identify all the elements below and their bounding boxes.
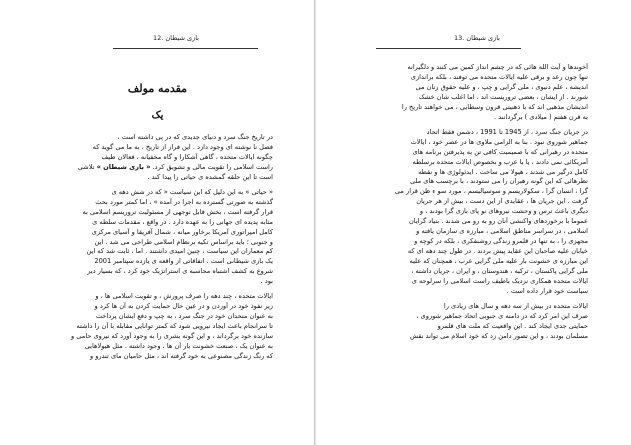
text-line: جماهیر شوروی نبود . بنا به الزامی ملاوی ها در عصر خود ، ایالات bbox=[410, 137, 588, 146]
text-line: در تاریخ جنگ سرد و دنیای جدیدی که در پی داشته است ، bbox=[117, 133, 273, 141]
text-segment: راست اسلامی را تقویت مالی و تشویق کرد. bbox=[150, 162, 273, 171]
text-line: بود . bbox=[260, 277, 273, 286]
text-line: نظرهائی که این گونه رهبران را می ستودند ، با برچسب های ملی bbox=[409, 177, 588, 186]
book-title-bold: « بازی شیطان » bbox=[96, 162, 151, 171]
text-line: تنها چون رعد و برقی علیه ایالات متحده می توفند ، بلکه براندازی bbox=[410, 72, 588, 81]
text-line: به عنوان یک ، صنعت خشونت بار آن ها ، وجود داشته . مثل هیولاهایی bbox=[84, 342, 273, 351]
text-line: سازنده خود برگرداند ، و این گونه بشری را به وجود آورد که نیروی حامی و bbox=[71, 332, 273, 341]
text-line: یک بازی شیطانی است . اتفاقاتی از واقعه ی یازده سپتامبر 2001 bbox=[94, 257, 273, 266]
text-line: زیر نفوذ خود در آوردن و در عین حال حمایت کردن به آن ها کرد و bbox=[94, 302, 273, 311]
text-line: « حیاتی » به این دلیل که این سیاست « که در شش دهه ی bbox=[111, 187, 273, 196]
left-body-text bbox=[60, 133, 273, 362]
text-line: ملی گرایی پاکستان ، ترکیه ، هندوستان ، و ایران ، جریان داشته ، bbox=[411, 267, 588, 276]
left-page bbox=[0, 0, 315, 445]
text-line: کامل امپراتوری آمریکا برخاور میانه ، شمال آفریقا و آسیای مرکزی bbox=[91, 227, 273, 236]
text-line: این مبارزه ی خشونت بار علیه ملی گرایی عرب ، همچنان که علیه bbox=[409, 257, 588, 266]
text-line: آخوندها و آیت الله هائی که در چشم انداز کمین می کنند و دلگیرانه bbox=[407, 63, 588, 71]
header-rule-right bbox=[376, 48, 521, 49]
text-line: شورند . از ایشان ، بعضی تروریست اند ، اما اغلب شان خشک bbox=[418, 92, 588, 101]
text-line: اسلامی ، در سراسر مناطق اسلامی ، مبارزه ی سازمان یافته و bbox=[416, 227, 588, 236]
text-line: گذشته به صورتی گسترده به اجرا در آمده » ، اما کمتر مورد بحث bbox=[95, 197, 273, 206]
text-line: است تا این حلقه گمشده ی حیاتی را پیدا کند . bbox=[147, 172, 273, 181]
text-line: ایالات متحده ، چند دهه را صرف پرورش ، و تقویت اسلامی ها ، و bbox=[95, 292, 273, 301]
text-line: به عنوان متحدان خود در جنگ سرد ، به چپ و دفع ایشان پرداخت bbox=[95, 312, 273, 321]
text-line: ایالات متحده همکاری نزدیک باطیف راست اسلامی را سرلوحه ی bbox=[411, 277, 588, 286]
running-head-left: 12. بازی شیطان bbox=[153, 34, 199, 42]
text-line: سیاست خود قرار داده است . bbox=[506, 286, 588, 295]
text-line: گرا ، انسان گرا ، سکولاریسم و سوسیالیسم ، مورد سو ء ظن قرار می bbox=[394, 187, 588, 196]
text-line: فصل نا نوشته ای وجود دارد . این فراز از تاریخ ، به ما می گوید که bbox=[92, 142, 273, 151]
text-line: کامل درگیر می شدند ، هیولا می ساخت . ایدئولوژی ها و نقطه bbox=[418, 167, 588, 176]
chapter-subheading: یک bbox=[151, 110, 164, 121]
chapter-heading: مقدمه مولف bbox=[127, 82, 188, 95]
text-line: حمایتی جدی ایجاد کند . این واقعیت که ملت های قلمرو bbox=[437, 321, 588, 330]
text-line: آمریکائی نمی دادند ، یا با عرب و بخصوص ایالات متحده برسلطه bbox=[412, 157, 588, 166]
text-line: متحده در رهبرانی که با صمیمیت کافی تن به پذیرفتن برنامه های bbox=[412, 147, 588, 156]
text-line: در جریان جنگ سرد ، از 1945 تا 1991 ، دشمن فقط اتحاد bbox=[426, 127, 588, 136]
text-line bbox=[60, 163, 273, 173]
text-line: تا سرانجام باعث ایجاد نیرویی شود که کمتر توانایی مقابله با آن را داشته bbox=[76, 322, 273, 331]
text-line: چگونه ایالات متحده ، گاهی آشکارا و گاه مخفیانه ، فعالان طیف bbox=[101, 152, 273, 161]
right-body-text bbox=[370, 63, 588, 342]
text-line: قرار گرفته است ، بخش قابل توجهی از مسئولیت تروریسم اسلامی به bbox=[82, 207, 273, 216]
text-line: گرفت . این جریان ها ، عقایدی از این دست ، بیش از هر جریان bbox=[416, 197, 588, 206]
text-line: مسلمان بودند ، و این تصور دامن زد که خود اسلام می تواند نقش bbox=[409, 331, 588, 340]
text-line: عموما با برخوردهای واکنشی آنان رو به رو می شدند . بنیاد گرایان bbox=[408, 217, 588, 226]
text-line: شروع به کشف اشتباه محاسبه ی استراتژیک خود کرد ، که بسیار دیر bbox=[87, 267, 273, 276]
text-line: و جنوبی ؛ باید براساس تکیه برنظام اسلامی طراحی می شد . این bbox=[94, 237, 273, 246]
text-segment: تلاشی bbox=[77, 162, 97, 171]
text-line: خیابان علیه صاحبان این عقاید پیش بردند . در طول چند دهه ای که bbox=[407, 247, 588, 256]
text-line: مثابه پدیده ای جهانی را به عهده دارد . در واقع ، مقدمات سلطه ی bbox=[92, 217, 273, 226]
text-line: مجهزی را ، به تنها در قلمرو زندگی روشنفکری ، بلکه در کوچه و bbox=[414, 237, 588, 246]
text-line: ایالات متحده در بیش از سه دهه و سال های زیادی را bbox=[443, 301, 588, 310]
text-line: دیگری باعث ترس و وحشت نیروهای نو پای بازی گرا بودند ، و bbox=[419, 207, 588, 216]
text-line: کم معماران این سیاست ، چنین امیدی داشتند . اما ، ثابت شد که این bbox=[86, 247, 273, 256]
text-line: به قرن هفتم ( میلادی ) برگردانند . bbox=[494, 112, 588, 121]
right-page bbox=[316, 0, 631, 445]
text-line: صرف این امر کرد که در دامنه ی جنوبی اتحاد جماهیر شوروی ، bbox=[416, 311, 588, 320]
text-line: اندیشان مذهبی اند که با ذهنیتی قرون وسطایی ، می خواهند تاریخ را bbox=[401, 102, 588, 111]
running-head-right: 13. بازی شیطان bbox=[454, 34, 500, 42]
header-rule-left bbox=[113, 48, 258, 49]
text-line: که رنگ زندگی مصنوعی به خود گرفته اند ، مثل حامیان مای تندرو و bbox=[89, 352, 273, 361]
text-line: اندیشه ، علم دنیوی ، ملی گرایی و چپ ، و علیه حقوق زنان می bbox=[415, 82, 588, 91]
